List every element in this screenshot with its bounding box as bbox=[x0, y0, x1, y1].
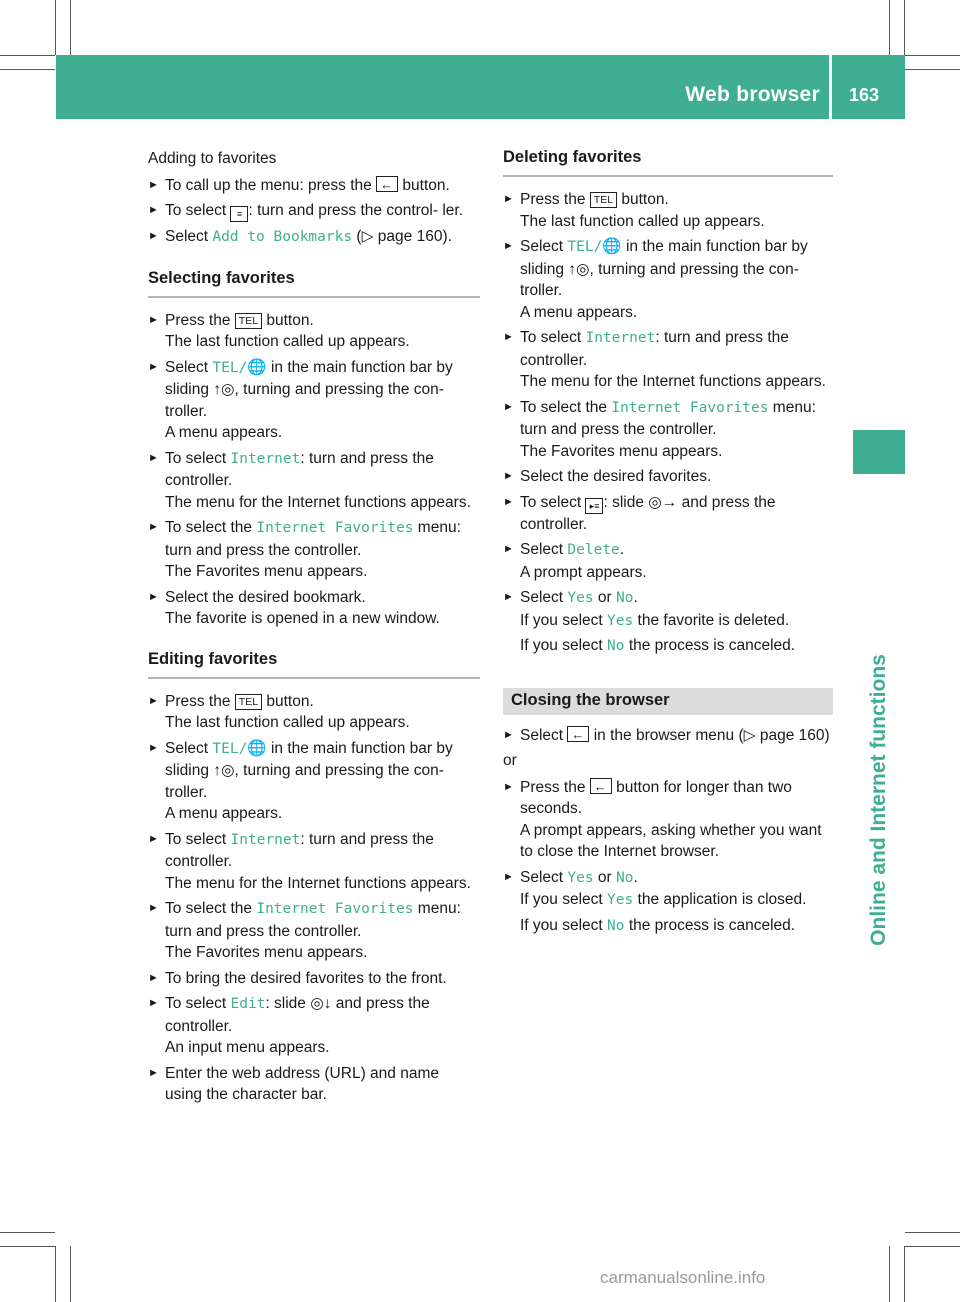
header-divider bbox=[829, 55, 832, 119]
list-item: ► To select the Internet Favorites menu: turn and press the controller. The Favorites menu appears. bbox=[148, 519, 461, 580]
list-item: ► Select TEL/🌐 in the main function bar by sliding ↑◎, turning and pressing the con- troller. A menu appears. bbox=[503, 238, 808, 321]
globe-icon: 🌐 bbox=[602, 238, 622, 255]
arrow-bullet-icon: ► bbox=[503, 400, 514, 413]
crop-mark bbox=[0, 69, 55, 70]
arrow-bullet-icon: ► bbox=[148, 204, 159, 216]
globe-icon: 🌐 bbox=[247, 358, 267, 376]
page-header bbox=[56, 55, 905, 119]
crop-mark bbox=[905, 1246, 960, 1247]
arrow-bullet-icon: ► bbox=[148, 313, 159, 326]
arrow-bullet-icon: ► bbox=[148, 590, 159, 603]
list-item: ► Enter the web address (URL) and name using the character bar. bbox=[148, 1064, 439, 1103]
arrow-bullet-icon: ► bbox=[503, 193, 514, 205]
globe-icon: 🌐 bbox=[247, 739, 267, 757]
chapter-tab bbox=[853, 430, 905, 474]
list-item: ► Select TEL/🌐 in the main function bar by sliding ↑◎, turning and pressing the con- troller. A menu appears. bbox=[148, 358, 453, 441]
arrow-bullet-icon: ► bbox=[148, 741, 159, 754]
section-heading-box: Closing the browser bbox=[503, 688, 833, 715]
list-item: ► To select Internet: turn and press the controller. The menu for the Internet functions appears. bbox=[148, 449, 471, 511]
arrow-bullet-icon: ► bbox=[148, 832, 159, 845]
crop-mark bbox=[905, 69, 960, 70]
crop-mark bbox=[0, 55, 55, 56]
tel-key-icon: TEL bbox=[235, 313, 262, 329]
crop-mark bbox=[70, 1246, 71, 1302]
crop-mark bbox=[889, 0, 890, 55]
crop-mark bbox=[0, 1246, 55, 1247]
list-item: ► Select TEL/🌐 in the main function bar by sliding ↑◎, turning and pressing the con- troller. A menu appears. bbox=[148, 739, 453, 822]
list-item: ► Press the ← button for longer than two seconds. A prompt appears, asking whether you want to close the Internet browser. bbox=[503, 777, 833, 863]
back-button-icon bbox=[376, 176, 398, 192]
left-column bbox=[148, 148, 480, 1110]
list-item: ► To select Internet: turn and press the controller. The menu for the Internet functions appears. bbox=[148, 830, 471, 892]
arrow-bullet-icon: ► bbox=[503, 728, 514, 741]
list-item: ► Select the desired favorites. bbox=[503, 466, 833, 488]
arrow-bullet-icon: ► bbox=[503, 780, 514, 793]
list-item: ► Select ← in the browser menu (▷ page 160) bbox=[503, 725, 833, 747]
list-item: ► To select ≡ : turn and press the control- ler. bbox=[148, 200, 480, 222]
back-button-icon bbox=[567, 726, 589, 742]
crop-mark bbox=[70, 0, 71, 55]
list-item: ► Select Delete. A prompt appears. bbox=[503, 541, 647, 581]
list-item: ► Select Yes or No. If you select Yes the application is closed. If you select No the process is canceled. bbox=[503, 868, 807, 934]
arrow-bullet-icon: ► bbox=[503, 470, 514, 482]
crop-mark bbox=[889, 1246, 890, 1302]
right-column bbox=[503, 148, 833, 941]
section-intro: Adding to favorites bbox=[148, 150, 277, 167]
section-heading: Deleting favorites bbox=[503, 148, 833, 177]
options-menu-icon: ▸≡ bbox=[585, 498, 603, 514]
arrow-bullet-icon: ► bbox=[148, 1066, 159, 1079]
arrow-bullet-icon: ► bbox=[503, 870, 514, 883]
tel-key-icon: TEL bbox=[235, 694, 262, 710]
crop-mark bbox=[904, 0, 905, 55]
page-title: Web browser bbox=[685, 83, 820, 106]
menu-item-name: Add to Bookmarks bbox=[212, 229, 353, 245]
section-heading: Editing favorites bbox=[148, 650, 480, 679]
list-item: ► Press the TEL button. The last function called up appears. bbox=[148, 311, 410, 350]
list-item: ► Select Add to Bookmarks (▷ page 160). bbox=[148, 226, 480, 249]
arrow-bullet-icon: ► bbox=[148, 178, 159, 191]
crop-mark bbox=[55, 1246, 56, 1302]
crop-mark bbox=[904, 1246, 905, 1302]
list-item: ► Select the desired bookmark. The favorite is opened in a new window. bbox=[148, 588, 440, 627]
list-item: ► Press the TEL button. The last function called up appears. bbox=[148, 692, 410, 731]
crop-mark bbox=[0, 1232, 55, 1233]
or-text: or bbox=[503, 752, 517, 769]
watermark: carmanualsonline.info bbox=[600, 1268, 766, 1287]
arrow-bullet-icon: ► bbox=[148, 521, 159, 533]
list-item: ► To select the Internet Favorites menu: turn and press the controller. The Favorites menu appears. bbox=[503, 398, 816, 460]
list-item: ► To call up the menu: press the ← button. bbox=[148, 175, 480, 197]
list-item: ► To select ▸≡ : slide ◎→ and press the controller. bbox=[503, 493, 776, 533]
section-heading: Selecting favorites bbox=[148, 269, 480, 298]
arrow-bullet-icon: ► bbox=[148, 451, 159, 464]
arrow-bullet-icon: ► bbox=[148, 230, 159, 242]
list-item: ► To select Internet: turn and press the controller. The menu for the Internet functions appears. bbox=[503, 329, 826, 390]
arrow-bullet-icon: ► bbox=[148, 360, 159, 373]
arrow-bullet-icon: ► bbox=[148, 971, 159, 984]
list-item: ► To select Edit: slide ◎↓ and press the controller. An input menu appears. bbox=[148, 995, 430, 1056]
arrow-bullet-icon: ► bbox=[148, 694, 159, 707]
back-button-icon bbox=[590, 778, 612, 794]
chapter-label: Online and Internet functions bbox=[867, 654, 890, 946]
arrow-bullet-icon: ► bbox=[503, 331, 514, 343]
arrow-bullet-icon: ► bbox=[503, 543, 514, 555]
tel-key-icon: TEL bbox=[590, 192, 617, 208]
page-number: 163 bbox=[848, 85, 879, 105]
arrow-bullet-icon: ► bbox=[148, 997, 159, 1009]
list-item: ► Select Yes or No. If you select Yes the favorite is deleted. If you select No the process is canceled. bbox=[503, 589, 796, 654]
arrow-bullet-icon: ► bbox=[503, 240, 514, 252]
crop-mark bbox=[55, 0, 56, 55]
menu-icon: ≡ bbox=[230, 206, 248, 222]
arrow-bullet-icon: ► bbox=[503, 591, 514, 603]
crop-mark bbox=[905, 1232, 960, 1233]
crop-mark bbox=[905, 55, 960, 56]
list-item: ► To bring the desired favorites to the front. bbox=[148, 968, 480, 990]
arrow-bullet-icon: ► bbox=[503, 495, 514, 508]
arrow-bullet-icon: ► bbox=[148, 902, 159, 914]
list-item: ► Press the TEL button. The last function called up appears. bbox=[503, 191, 765, 230]
list-item: ► To select the Internet Favorites menu: turn and press the controller. The Favorites menu appears. bbox=[148, 900, 461, 961]
